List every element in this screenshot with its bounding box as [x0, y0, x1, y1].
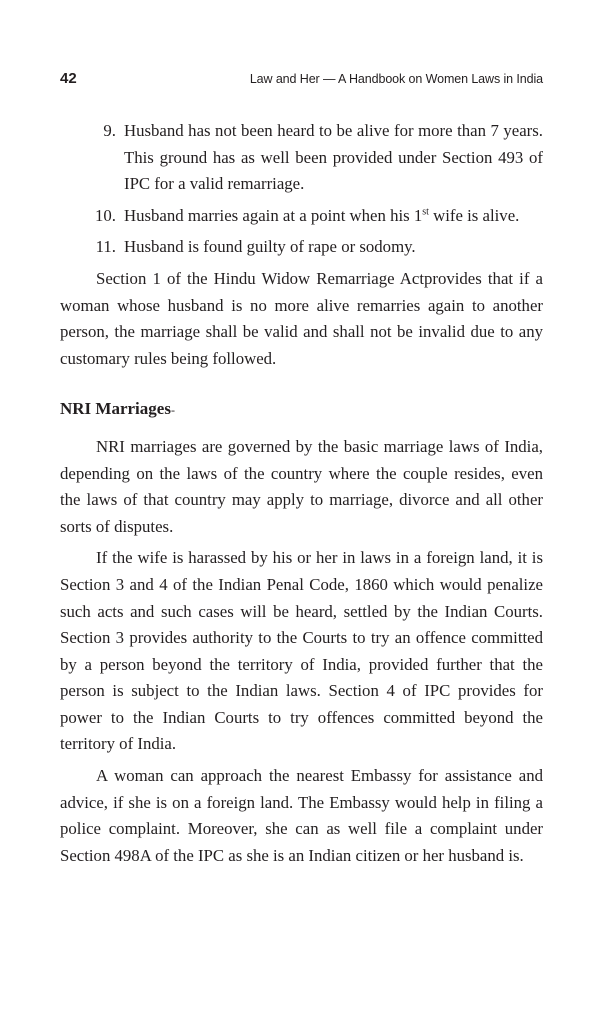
running-title: Law and Her — A Handbook on Women Laws in India: [249, 72, 543, 86]
list-item-text: Husband has not been heard to be alive for more than 7 years. This ground has as well been provided under Section 493 of IPC for a valid remarriage.: [124, 121, 543, 194]
list-item-number: 9.: [103, 121, 116, 140]
grounds-list: [60, 118, 543, 261]
list-item-text: Husband is found guilty of rape or sodomy.: [124, 237, 416, 257]
list-item-number: 10.: [95, 205, 116, 225]
list-item-text: [124, 206, 519, 225]
list-item: [60, 203, 543, 230]
paragraph-embassy: A woman can approach the nearest Embassy for assistance and advice, if she is on a foreign land. The Embassy would help in filing a police complaint. Moreover, she can as well file a complaint under Section 498A of the IPC as she is an Indian citizen or her husband is.: [60, 766, 543, 865]
ordinal-superscript: st: [422, 206, 429, 218]
list-item-number: 11.: [95, 237, 116, 257]
section-heading-dash: -: [170, 403, 175, 418]
list-item: [60, 118, 543, 198]
paragraph-nri-laws: NRI marriages are governed by the basic marriage laws of India, depending on the laws of the country where the couple resides, even the laws of that country may apply to marriage, divorce and all other sorts of disputes.: [60, 436, 543, 536]
paragraph-ipc-sections: If the wife is harassed by his or her in laws in a foreign land, it is Section 3 and 4 of the Indian Penal Code, 1860 which would penalize such acts and such cases will be heard, settled by the Indian Courts. Section 3 provides authority to the Courts to try an offence committed by a person beyond the territory of India, provided further that the person is subject to the Indian laws. Section 4 of IPC provides for power to the Indian Courts to try offences committed beyond the territory of India.: [60, 548, 543, 754]
paragraph-remarriage-act: Section 1 of the Hindu Widow Remarriage Actprovides that if a woman whose husband is no more alive remarries again to another person, the marriage shall be valid and shall not be invalid due to any customary rules being followed.: [60, 268, 543, 368]
page-number: 42: [60, 70, 77, 87]
section-heading-text: NRI Marriages: [60, 399, 171, 419]
list-item: [60, 234, 543, 261]
list-item-text-start: Husband marries again at a point when his 1: [124, 205, 423, 225]
page-body: [60, 118, 543, 874]
page-header: [60, 70, 543, 94]
list-item-text-end: wife is alive.: [428, 205, 520, 225]
section-heading: [60, 396, 543, 424]
